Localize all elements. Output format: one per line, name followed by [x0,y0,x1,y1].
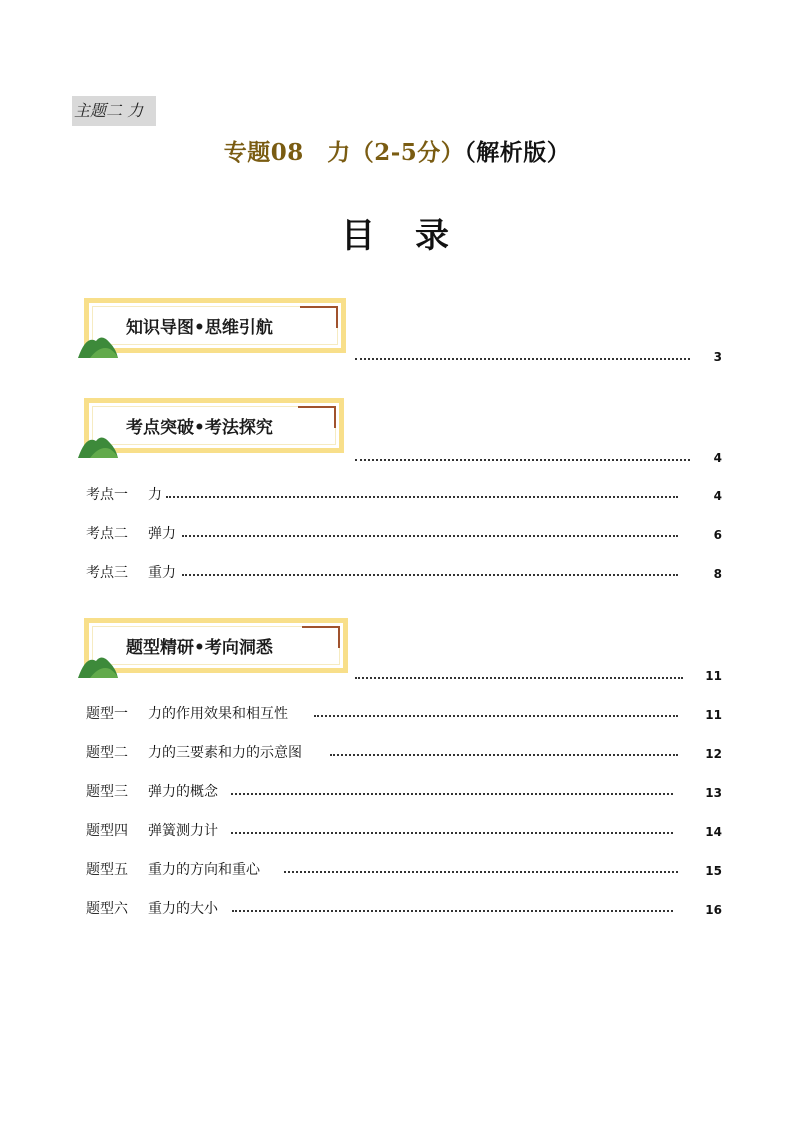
title-suffix: （解析版） [464,139,571,166]
entry-title: 弹力 [148,526,176,542]
toc-row-kaodian-3[interactable] [86,563,686,583]
page-number: 11 [705,669,722,683]
page-number: 11 [705,708,722,722]
toc-row-section-1[interactable] [355,347,695,367]
title-main: 专题08 力（2-5分） [223,139,465,166]
entry-number: 题型五 [86,862,128,878]
section-banner-mindmap[interactable] [76,298,346,353]
toc-row-tixing-6[interactable] [86,899,686,919]
page-number: 4 [713,451,722,465]
page-number: 4 [713,489,722,503]
topic-tag: 主题二 力 [72,96,156,126]
section-banner-kaodian[interactable] [76,398,344,453]
hills-icon [76,331,120,359]
section-label: 考点突破•考法探究 [126,418,273,438]
section-banner-tixing[interactable] [76,618,348,673]
entry-number: 题型四 [86,823,128,839]
entry-title: 力 [148,487,162,503]
section-label: 题型精研•考向洞悉 [126,638,273,658]
entry-title: 重力的方向和重心 [148,862,260,878]
page-number: 13 [705,786,722,800]
toc-row-kaodian-2[interactable] [86,524,686,544]
toc-row-section-2[interactable] [355,448,695,468]
page-number: 16 [705,903,722,917]
entry-title: 力的作用效果和相互性 [148,706,288,722]
toc-row-kaodian-1[interactable] [86,485,686,505]
toc-heading: 目录 [341,216,489,256]
toc-row-section-3[interactable] [355,666,685,686]
entry-number: 题型六 [86,901,128,917]
toc-row-tixing-2[interactable] [86,743,686,763]
hills-icon [76,431,120,459]
entry-title: 重力 [148,565,176,581]
toc-row-tixing-1[interactable] [86,704,686,724]
page-number: 3 [713,350,722,364]
entry-number: 题型二 [86,745,128,761]
toc-row-tixing-3[interactable] [86,782,686,802]
page-number: 6 [713,528,722,542]
entry-title: 重力的大小 [148,901,218,917]
entry-number: 考点一 [86,487,128,503]
entry-title: 弹簧测力计 [148,823,218,839]
hills-icon [76,651,120,679]
page-number: 12 [705,747,722,761]
entry-number: 题型三 [86,784,128,800]
entry-title: 弹力的概念 [148,784,218,800]
entry-number: 题型一 [86,706,128,722]
section-label: 知识导图•思维引航 [126,318,273,338]
page-number: 15 [705,864,722,878]
toc-row-tixing-5[interactable] [86,860,686,880]
entry-title: 力的三要素和力的示意图 [148,745,302,761]
entry-number: 考点三 [86,565,128,581]
entry-number: 考点二 [86,526,128,542]
page-number: 14 [705,825,722,839]
toc-row-tixing-4[interactable] [86,821,686,841]
document-title [0,134,794,167]
page-number: 8 [713,567,722,581]
